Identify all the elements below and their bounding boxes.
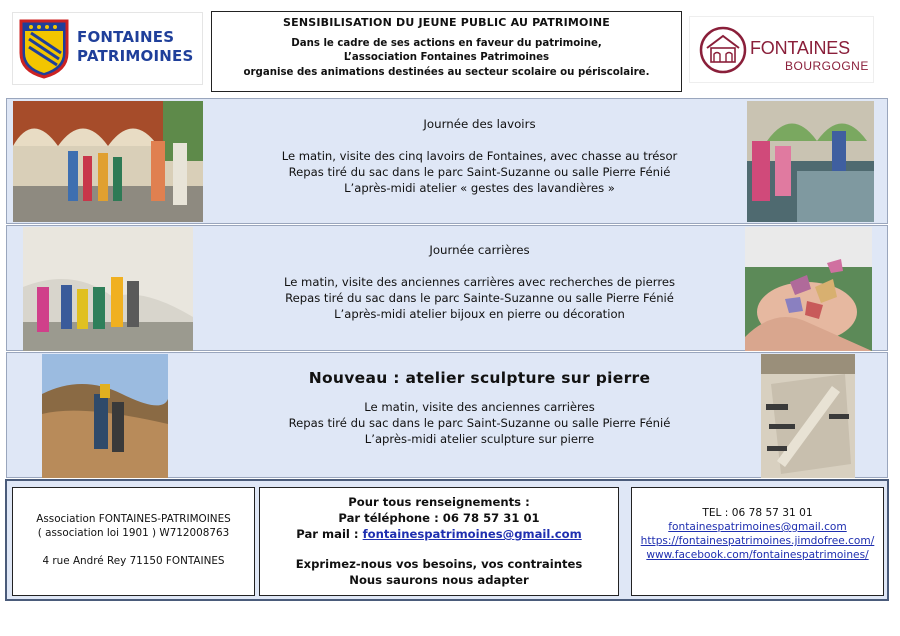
left-logo-line2: PATRIMOINES [77, 47, 194, 65]
stone-jewelry-photo [745, 227, 872, 351]
quarry-visit-photo [23, 227, 193, 351]
left-logo-text [77, 28, 194, 66]
lavoir-visit-photo [13, 101, 203, 222]
email-link[interactable]: fontainespatrimoines@gmail.com [668, 521, 847, 533]
association-info-box [12, 487, 255, 596]
mail-link[interactable]: fontainespatrimoines@gmail.com [362, 527, 582, 541]
contact-closing-line: Exprimez-nous vos besoins, vos contraintes [295, 557, 583, 571]
website-link[interactable]: https://fontainespatrimoines.jimdofree.com/ [640, 535, 875, 547]
activity-title: Nouveau : atelier sculpture sur pierre [308, 369, 651, 387]
activity-line: Repas tiré du sac dans le parc Saint-Suzanne ou salle Pierre Fénié [288, 416, 671, 430]
right-logo-line1: FONTAINES [750, 38, 850, 58]
association-address: 4 rue André Rey 71150 FONTAINES [42, 555, 225, 567]
fontaines-patrimoines-logo [12, 12, 203, 85]
phone-label: Par téléphone : [338, 511, 439, 525]
activity-line: Repas tiré du sac dans le parc Saint-Suzanne ou salle Pierre Fénié [288, 165, 671, 179]
intro-box [211, 11, 682, 92]
coat-of-arms-icon [19, 19, 69, 79]
association-legal: ( association loi 1901 ) W712008763 [37, 527, 230, 539]
phone-number[interactable]: 06 78 57 31 01 [442, 511, 540, 525]
intro-title: SENSIBILISATION DU JEUNE PUBLIC AU PATRIMOINE [283, 16, 610, 29]
washhouse-children-photo [747, 101, 874, 222]
contact-heading: Pour tous renseignements : [348, 495, 530, 509]
association-name: Association FONTAINES-PATRIMOINES [36, 513, 231, 525]
activity-panel-carrieres [6, 225, 888, 351]
activity-line: Repas tiré du sac dans le parc Sainte-Suzanne ou salle Pierre Fénié [285, 291, 674, 305]
tel-line[interactable]: TEL : 06 78 57 31 01 [702, 507, 813, 519]
activity-line: L’après-midi atelier bijoux en pierre ou décoration [334, 307, 625, 321]
activity-line: Le matin, visite des anciennes carrières [364, 400, 595, 414]
right-logo-line2: BOURGOGNE [785, 59, 869, 73]
lavoir-emblem-icon [699, 24, 747, 76]
activity-line: L’après-midi atelier « gestes des lavandières » [344, 181, 615, 195]
mail-label: Par mail : [296, 527, 359, 541]
activity-title: Journée carrières [429, 243, 530, 257]
intro-line: Dans le cadre de ses actions en faveur du patrimoine, [291, 37, 602, 49]
intro-line: L’association Fontaines Patrimoines [343, 52, 550, 63]
sculpture-tools-photo [761, 354, 855, 478]
fontaines-bourgogne-logo [689, 16, 874, 83]
left-logo-line1: FONTAINES [77, 28, 175, 46]
activity-line: Le matin, visite des cinq lavoirs de Fontaines, avec chasse au trésor [281, 149, 678, 163]
activity-panel-lavoirs [6, 98, 888, 224]
contact-box [259, 487, 619, 596]
activity-title: Journée des lavoirs [423, 117, 536, 131]
activity-panel-sculpture [6, 352, 888, 478]
contact-closing-line: Nous saurons nous adapter [349, 573, 529, 587]
activity-line: Le matin, visite des anciennes carrières avec recherches de pierres [283, 275, 676, 289]
quarry-hill-photo [42, 354, 168, 478]
footer [5, 479, 889, 601]
intro-line: organise des animations destinées au secteur scolaire ou périscolaire. [243, 66, 650, 78]
activity-line: L’après-midi atelier sculpture sur pierre [364, 432, 595, 446]
links-box [631, 487, 884, 596]
facebook-link[interactable]: www.facebook.com/fontainespatrimoines/ [646, 549, 869, 561]
